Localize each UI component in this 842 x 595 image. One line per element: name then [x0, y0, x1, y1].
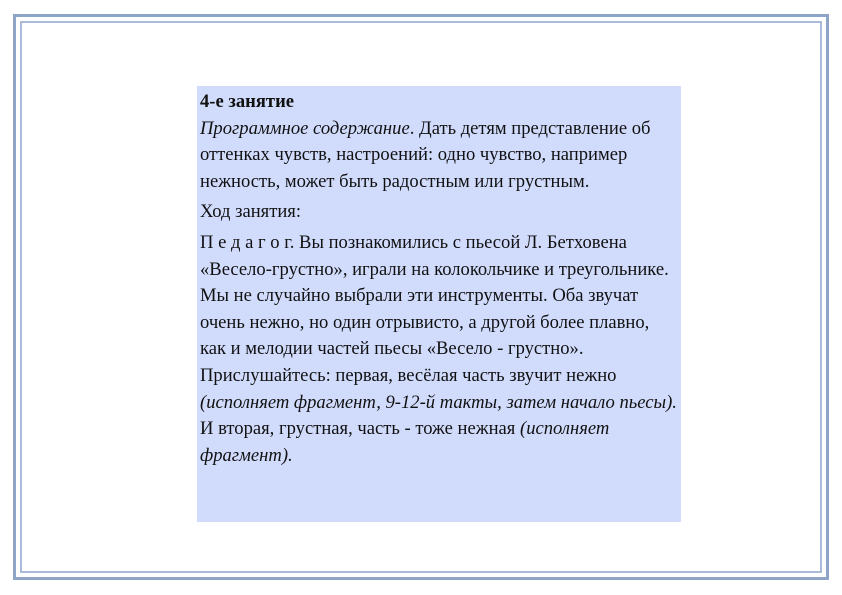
lesson-intro-paragraph	[200, 89, 679, 195]
teacher-text-1: Вы познакомились с пьесой Л. Бетховена «Весело-грустно», играли на колокольчике и треугольнике. Мы не случайно выбрали эти инструменты. Оба звучат очень нежно, но один отрывисто, а другой более плавно, как и мелодии частей пьесы «Весело - грустно». Прислушайтесь: первая, весёлая часть звучит нежно	[200, 231, 669, 386]
program-content-text: . Дать детям представление об оттенках чувств, настроений: одно чувство, например нежность, может быть радостным или грустным.	[200, 117, 651, 192]
teacher-note-1: (исполняет фрагмент, 9-12-й такты, затем начало пьесы).	[200, 391, 677, 413]
teacher-paragraph	[200, 230, 679, 469]
teacher-label: П е д а г о г.	[200, 231, 295, 253]
lesson-course-heading: Ход занятия:	[200, 201, 302, 223]
program-content-label: Программное содержание	[200, 117, 410, 139]
teacher-text-2: И вторая, грустная, часть - тоже нежная	[200, 418, 520, 440]
teacher-note-2: (исполняет фрагмент).	[200, 418, 610, 466]
lesson-title: 4-е занятие	[200, 91, 295, 112]
lesson-text-box	[197, 86, 681, 522]
